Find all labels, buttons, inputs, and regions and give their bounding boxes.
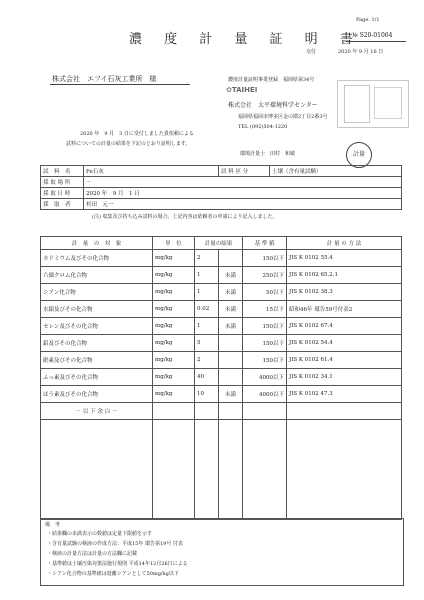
table-row <box>41 318 402 335</box>
sample-person-value: 杉田 元一 <box>84 199 402 210</box>
sample-person-label: 採 取 者 <box>41 199 84 210</box>
measurer-name: 環境計量士 田村 和敏 <box>240 151 296 157</box>
table-row <box>41 369 402 386</box>
result-unit: mg/kg <box>153 250 195 267</box>
result-standard: 15以下 <box>243 301 287 318</box>
result-less-than <box>219 369 243 386</box>
result-less-than <box>219 335 243 352</box>
result-method: JIS K 0102 67.4 <box>287 318 402 335</box>
result-less-than: 未満 <box>219 301 243 318</box>
result-item: ほう素及びその化合物 <box>41 386 153 403</box>
result-standard: 150以下 <box>243 318 287 335</box>
sample-date-value: 2020 年 9 月 1 日 <box>84 188 402 199</box>
page-number: Page. 1/1 <box>356 17 380 23</box>
result-value: 40 <box>195 369 219 386</box>
header-target: 計 量 の 対 象 <box>41 237 153 250</box>
registration-number: 濃度計量証明事業登録 福岡県第34号 <box>228 77 315 83</box>
result-unit: mg/kg <box>153 369 195 386</box>
table-row <box>41 335 402 352</box>
result-standard: 4000以下 <box>243 386 287 403</box>
result-standard: 150以下 <box>243 250 287 267</box>
remarks-line: ・検液の計量方法は計量の方法欄に記載 <box>47 551 138 557</box>
result-method: JIS K 0102 61.4 <box>287 352 402 369</box>
result-standard: 150以下 <box>243 352 287 369</box>
table-row <box>41 352 402 369</box>
sample-place-value: － <box>84 177 402 188</box>
sample-info-table <box>40 165 402 210</box>
result-value: 5 <box>195 335 219 352</box>
issuer-company: 株式会社 太平環境科学センター <box>228 102 318 109</box>
leaf-icon: ✿ <box>226 86 232 94</box>
result-method: JIS K 0102 65.2.1 <box>287 267 402 284</box>
page-title: 濃 度 計 量 証 明 書 <box>129 32 362 47</box>
recipient-name: 株式会社 エフイ石灰工業所 様 <box>52 75 157 83</box>
issuer-tel: TEL (092)504-1220 <box>238 124 288 130</box>
table-row <box>41 386 402 403</box>
result-unit: mg/kg <box>153 352 195 369</box>
result-unit: mg/kg <box>153 318 195 335</box>
sample-class-label: 試 料 区 分 <box>219 166 270 177</box>
result-unit: mg/kg <box>153 267 195 284</box>
result-value: 1 <box>195 318 219 335</box>
table-row <box>41 250 402 267</box>
result-value: 2 <box>195 352 219 369</box>
table-row <box>41 267 402 284</box>
result-item: カドミウム及びその化合物 <box>41 250 153 267</box>
result-item: 六価クロム化合物 <box>41 267 153 284</box>
result-unit: mg/kg <box>153 301 195 318</box>
result-value: 0.02 <box>195 301 219 318</box>
result-standard: 250以下 <box>243 267 287 284</box>
result-method: JIS K 0102 34.1 <box>287 369 402 386</box>
issue-date: 2020 年 9 月 16 日 <box>338 49 384 55</box>
result-less-than: 未満 <box>219 284 243 301</box>
result-value: 10 <box>195 386 219 403</box>
header-standard: 基 準 値 <box>243 237 287 250</box>
company-logo: ✿TAIHEI <box>226 86 258 94</box>
table-row <box>41 301 402 318</box>
result-less-than: 未満 <box>219 267 243 284</box>
result-method: JIS K 0102 54.4 <box>287 335 402 352</box>
sample-name-label: 試 料 名 <box>41 166 84 177</box>
sample-date-label: 採 取 日 時 <box>41 188 84 199</box>
end-marker: － 以 下 余 白 － <box>41 403 153 420</box>
header-method: 計 量 の 方 法 <box>287 237 402 250</box>
result-standard: 150以下 <box>243 335 287 352</box>
result-standard: 4000以下 <box>243 369 287 386</box>
table-row <box>41 284 402 301</box>
sample-name-value: Fe石灰 <box>84 166 219 177</box>
remarks-box <box>40 518 404 586</box>
result-less-than: 未満 <box>219 386 243 403</box>
remarks-title: 備 考 <box>45 522 61 528</box>
intro-line-1: 2020 年 9 月 3 日に受付しました貴依頼による <box>80 131 194 137</box>
measurer-seal-stamp: 計量 <box>346 142 372 168</box>
company-seal-stamp <box>337 80 409 128</box>
result-unit: mg/kg <box>153 386 195 403</box>
header-unit: 単 位 <box>153 237 195 250</box>
result-method: JIS K 0102 47.3 <box>287 386 402 403</box>
result-unit: mg/kg <box>153 335 195 352</box>
intro-line-2: 試料についての計量の結果を下記のとおり証明します。 <box>66 141 191 147</box>
remarks-line: ・結果欄の未満表示の数値は定量下限値を示す <box>47 531 153 537</box>
result-unit: mg/kg <box>153 284 195 301</box>
issue-label: 交付 <box>306 49 317 55</box>
sample-note: (注) 収集及び持ち込み試料の場合、上記内容は依頼者の申請により記入しました。 <box>92 214 278 220</box>
result-method: JIS K 0102 55.4 <box>287 250 402 267</box>
result-less-than <box>219 250 243 267</box>
issuer-address: 福岡県福岡市博多区金の隈2丁目2番3号 <box>238 114 328 120</box>
sample-place-label: 採 取 場 所 <box>41 177 84 188</box>
result-value: 2 <box>195 250 219 267</box>
result-item: シアン化合物 <box>41 284 153 301</box>
certificate-number: № S20-01064 <box>352 32 393 39</box>
result-item: 砒素及びその化合物 <box>41 352 153 369</box>
header-result: 計量の結果 <box>195 237 243 250</box>
result-value: 1 <box>195 284 219 301</box>
result-item: 水銀及びその化合物 <box>41 301 153 318</box>
result-item: ふっ素及びその化合物 <box>41 369 153 386</box>
result-method: 昭和46年 環告59号付表2 <box>287 301 402 318</box>
remarks-line: ・シアン化合物の基準値は遊離シアンとして50mg/kg以下 <box>47 571 179 577</box>
remarks-line: ・含有量試験の検液の作成方法：平成15年 環告第19号 付表 <box>47 541 183 547</box>
result-method: JIS K 0102 38.3 <box>287 284 402 301</box>
result-value: 1 <box>195 267 219 284</box>
result-item: 鉛及びその化合物 <box>41 335 153 352</box>
result-item: セレン及びその化合物 <box>41 318 153 335</box>
result-less-than <box>219 352 243 369</box>
remarks-line: ・基準値は土壌汚染対策法施行規則 平成14年12月26日による <box>47 561 188 567</box>
results-table <box>40 236 402 520</box>
sample-class-value: 土壌（含有量試験） <box>270 166 402 177</box>
result-standard: 50以下 <box>243 284 287 301</box>
result-less-than: 未満 <box>219 318 243 335</box>
